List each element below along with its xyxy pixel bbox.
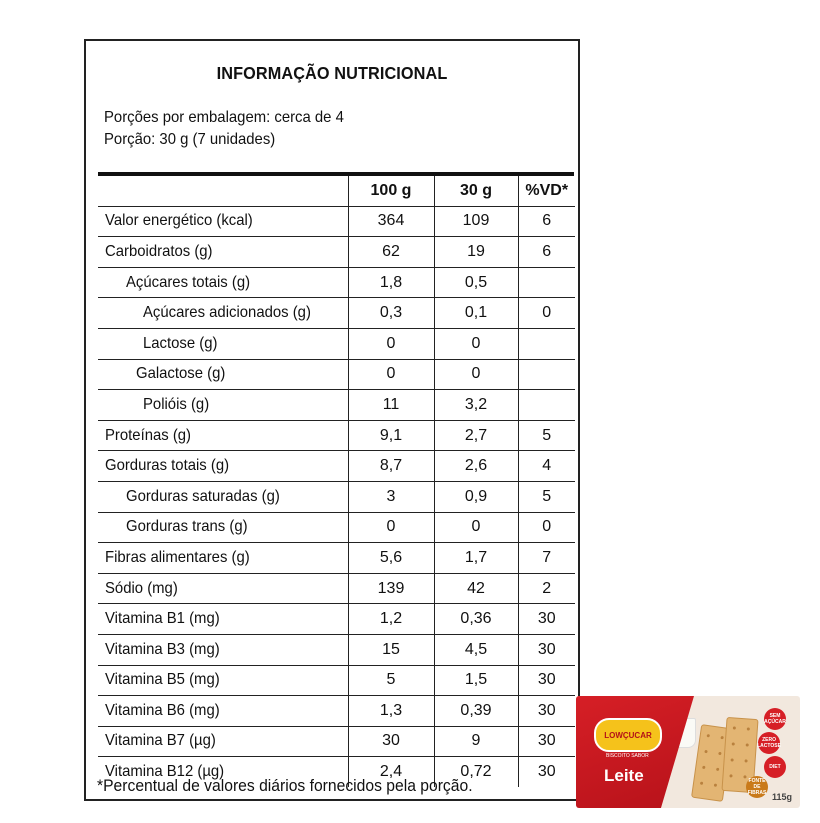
table-row: [98, 634, 575, 665]
value-vd: 5: [518, 420, 575, 451]
value-30g: 2,7: [434, 420, 518, 451]
value-100g: 1,3: [348, 696, 434, 727]
nutrient-label: Gorduras totais (g): [105, 457, 230, 475]
table-row: [98, 696, 575, 727]
value-100g: 9,1: [348, 420, 434, 451]
value-vd: 6: [518, 206, 575, 237]
value-vd: 4: [518, 451, 575, 482]
value-30g: 0: [434, 512, 518, 543]
value-vd: [518, 267, 575, 298]
table-row: [98, 237, 575, 268]
value-vd: 0: [518, 512, 575, 543]
value-100g: 2,4: [348, 757, 434, 787]
value-30g: 0,72: [434, 757, 518, 787]
value-30g: 0: [434, 328, 518, 359]
nutrient-label: Galactose (g): [136, 365, 226, 383]
value-30g: 0,39: [434, 696, 518, 727]
table-row: [98, 420, 575, 451]
seal-badge: DIET: [764, 756, 786, 778]
value-vd: 2: [518, 573, 575, 604]
nutrient-label: Vitamina B6 (mg): [105, 701, 220, 719]
nutrient-label: Açúcares totais (g): [126, 273, 251, 291]
portions-per-package: Porções por embalagem: cerca de 4: [104, 109, 344, 126]
nutrient-label: Carboidratos (g): [105, 242, 213, 260]
value-30g: 0,1: [434, 298, 518, 329]
nutrient-label: Vitamina B7 (µg): [105, 732, 216, 750]
value-100g: 5: [348, 665, 434, 696]
nutrient-label: Gorduras saturadas (g): [126, 487, 280, 505]
value-100g: 30: [348, 726, 434, 757]
nutrient-label: Vitamina B3 (mg): [105, 640, 220, 658]
table-row: [98, 390, 575, 421]
value-100g: 62: [348, 237, 434, 268]
seal-badge: ZERO LACTOSE: [758, 732, 780, 754]
table-row: [98, 451, 575, 482]
value-30g: 2,6: [434, 451, 518, 482]
nutrition-title: INFORMAÇÃO NUTRICIONAL: [216, 63, 448, 83]
value-100g: 15: [348, 634, 434, 665]
table-row: [98, 359, 575, 390]
value-30g: 3,2: [434, 390, 518, 421]
value-30g: 109: [434, 206, 518, 237]
value-vd: 5: [518, 481, 575, 512]
value-30g: 4,5: [434, 634, 518, 665]
footnote: *Percentual de valores diários fornecidos pela porção.: [97, 777, 473, 795]
table-row: [98, 298, 575, 329]
nutrient-label: Sódio (mg): [105, 579, 178, 597]
nutrition-table: [98, 176, 575, 787]
value-30g: 0,36: [434, 604, 518, 635]
value-vd: 30: [518, 634, 575, 665]
nutrient-label: Vitamina B5 (mg): [105, 671, 220, 689]
value-vd: 6: [518, 237, 575, 268]
nutrient-label: Fibras alimentares (g): [105, 548, 250, 566]
package-flavor: Leite: [604, 766, 644, 785]
value-vd: 7: [518, 543, 575, 574]
value-100g: 0: [348, 359, 434, 390]
value-30g: 1,7: [434, 543, 518, 574]
table-row: [98, 267, 575, 298]
seal-badge: FONTE DE FIBRAS: [747, 778, 767, 796]
value-100g: 0: [348, 328, 434, 359]
table-row: [98, 573, 575, 604]
nutrition-facts-panel: [84, 39, 580, 801]
table-row: [98, 665, 575, 696]
value-100g: 11: [348, 390, 434, 421]
table-row: [98, 206, 575, 237]
value-100g: 8,7: [348, 451, 434, 482]
value-vd: [518, 359, 575, 390]
value-vd: [518, 390, 575, 421]
value-100g: 0: [348, 512, 434, 543]
brand-logo: LOWÇUCAR: [594, 718, 662, 752]
value-vd: 30: [518, 757, 575, 787]
value-30g: 0,9: [434, 481, 518, 512]
value-30g: 19: [434, 237, 518, 268]
value-100g: 364: [348, 206, 434, 237]
value-vd: 30: [518, 604, 575, 635]
header-100g: 100 g: [348, 176, 434, 206]
value-100g: 3: [348, 481, 434, 512]
nutrient-label: Valor energético (kcal): [105, 212, 253, 230]
table-row: [98, 481, 575, 512]
nutrient-label: Polióis (g): [143, 395, 210, 413]
nutrient-label: Lactose (g): [143, 334, 218, 352]
nutrient-label: Vitamina B12 (µg): [105, 763, 225, 781]
portions-info: [104, 107, 344, 151]
value-vd: [518, 328, 575, 359]
header-30g: 30 g: [434, 176, 518, 206]
nutrient-label: Açúcares adicionados (g): [143, 304, 311, 322]
nutrient-label: Proteínas (g): [105, 426, 192, 444]
value-vd: 30: [518, 696, 575, 727]
value-100g: 139: [348, 573, 434, 604]
product-package-image: [576, 696, 800, 808]
value-100g: 0,3: [348, 298, 434, 329]
value-vd: 30: [518, 665, 575, 696]
value-vd: 0: [518, 298, 575, 329]
value-vd: 30: [518, 726, 575, 757]
package-weight: 115g: [771, 792, 792, 802]
value-100g: 5,6: [348, 543, 434, 574]
package-red-band: [576, 696, 694, 808]
nutrient-label: Gorduras trans (g): [126, 518, 248, 536]
table-row: [98, 726, 575, 757]
header-vd: %VD*: [518, 176, 575, 206]
seal-badge: SEM AÇÚCAR: [764, 708, 786, 730]
value-100g: 1,2: [348, 604, 434, 635]
table-header-row: [98, 176, 575, 206]
value-30g: 0: [434, 359, 518, 390]
table-row: [98, 604, 575, 635]
package-subtitle: BISCOITO SABOR: [606, 753, 649, 759]
nutrient-label: Vitamina B1 (mg): [105, 610, 220, 628]
table-row: [98, 512, 575, 543]
value-30g: 0,5: [434, 267, 518, 298]
value-100g: 1,8: [348, 267, 434, 298]
value-30g: 1,5: [434, 665, 518, 696]
value-30g: 42: [434, 573, 518, 604]
portion-size: Porção: 30 g (7 unidades): [104, 131, 276, 148]
value-30g: 9: [434, 726, 518, 757]
table-row: [98, 543, 575, 574]
header-empty: [98, 176, 348, 206]
table-row: [98, 328, 575, 359]
